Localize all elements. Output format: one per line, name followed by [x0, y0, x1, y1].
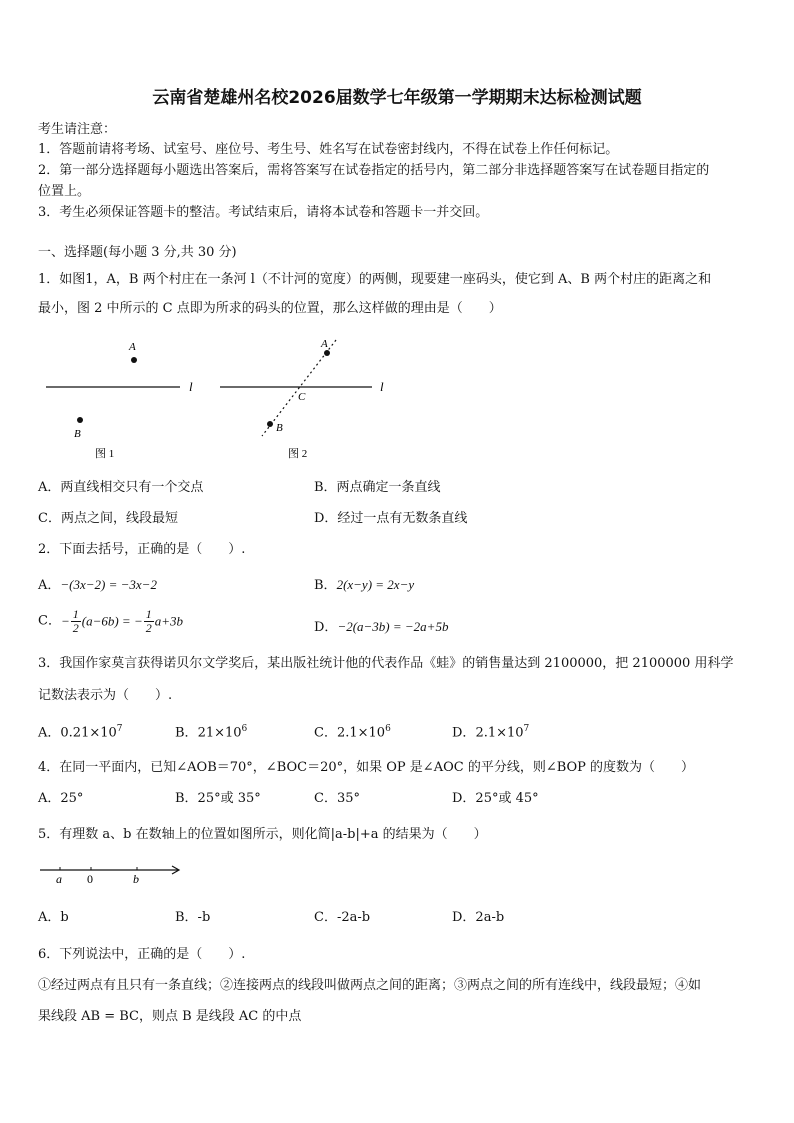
option-label: A．: [38, 578, 61, 593]
notice-item: 2．第一部分选择题每小题选出答案后，需将答案写在试卷指定的括号内，第二部分非选择题答案写在试卷题目指定的: [38, 163, 710, 178]
q4-option-d[interactable]: D．25°或 45°: [452, 791, 539, 806]
q2-option-a[interactable]: [38, 577, 157, 594]
option-exponent: 6: [241, 724, 248, 734]
option-expression: −2(a−3b) = −2a+5b: [337, 619, 449, 634]
option-value: 2.1×10: [336, 725, 386, 741]
q3-option-c[interactable]: [314, 724, 391, 741]
q3-stem: 记数法表示为（ ）.: [38, 688, 173, 703]
q1-figures: [0, 330, 794, 470]
q1-option-d[interactable]: D．经过一点有无数条直线: [314, 511, 468, 526]
option-exponent: 6: [385, 724, 391, 734]
point-a-label: A: [129, 341, 136, 353]
option-expression-part: a+3b: [154, 613, 183, 629]
fraction-denominator: 2: [145, 620, 152, 635]
notice-item: 1．答题前请将考场、试室号、座位号、考生号、姓名写在试卷密封线内，不得在试卷上作任何标记。: [38, 142, 619, 157]
q5-stem: 5．有理数 a、b 在数轴上的位置如图所示，则化简|a-b|+a 的结果为（ ）: [38, 827, 487, 842]
figure-2: [220, 338, 384, 460]
river-label: l: [189, 379, 193, 394]
q3-option-d[interactable]: [452, 724, 529, 741]
fraction: [144, 608, 154, 634]
fraction-denominator: 2: [72, 620, 79, 635]
q3-stem: 3．我国作家莫言获得诺贝尔文学奖后，某出版社统计他的代表作品《蛙》的销售量达到 2100000，把 2100000 用科学: [38, 656, 734, 671]
label-a: a: [56, 872, 62, 886]
option-value: 2.1×10: [475, 725, 524, 741]
point-b-label: B: [276, 422, 283, 434]
number-line: [30, 858, 190, 890]
point-b: [267, 421, 273, 427]
label-zero: 0: [87, 872, 93, 886]
option-expression-part: −: [60, 613, 70, 629]
q2-option-c[interactable]: [38, 608, 183, 634]
point-a: [324, 350, 330, 356]
option-label: C．: [38, 613, 61, 629]
q4-option-a[interactable]: A．25°: [38, 791, 84, 806]
option-value: 21×10: [197, 725, 242, 741]
q6-statements: ①经过两点有且只有一条直线；②连接两点的线段叫做两点之间的距离；③两点之间的所有连线中，线段最短；④如: [38, 978, 702, 993]
notice-item: 3．考生必须保证答题卡的整洁。考试结束后，请将本试卷和答题卡一并交回。: [38, 205, 489, 220]
notice-item: 位置上。: [38, 184, 91, 199]
q1-stem: 最小，图 2 中所示的 C 点即为所求的码头的位置，那么这样做的理由是（ ）: [38, 301, 502, 316]
figure-caption: 图 2: [288, 448, 308, 460]
fraction: [71, 608, 81, 634]
q3-option-b[interactable]: [175, 724, 247, 741]
q2-option-d[interactable]: [314, 619, 448, 636]
q6-statements: 果线段 AB = BC，则点 B 是线段 AC 的中点: [38, 1009, 302, 1024]
page-title: 云南省楚雄州名校2026届数学七年级第一学期期末达标检测试题: [152, 88, 642, 108]
q5-option-c[interactable]: C．-2a-b: [314, 910, 371, 925]
option-label: D．: [452, 725, 476, 741]
option-expression: 2(x−y) = 2x−y: [336, 577, 415, 592]
fraction-numerator: 1: [145, 607, 152, 621]
q1-option-a[interactable]: A．两直线相交只有一个交点: [38, 480, 204, 495]
point-a: [131, 357, 137, 363]
label-b: b: [133, 872, 139, 886]
fraction-numerator: 1: [72, 607, 79, 621]
notice-heading: 考生请注意：: [38, 122, 117, 137]
q2-option-b[interactable]: [314, 577, 414, 594]
option-expression: −(3x−2) = −3x−2: [60, 577, 157, 592]
option-value: 0.21×10: [60, 725, 117, 741]
option-label: A．: [38, 725, 61, 741]
q5-option-b[interactable]: B．-b: [175, 910, 211, 925]
q1-option-c[interactable]: C．两点之间，线段最短: [38, 511, 178, 526]
point-b: [77, 417, 83, 423]
q6-stem: 6．下列说法中，正确的是（ ）.: [38, 947, 246, 962]
option-expression-part: (a−6b) = −: [81, 613, 143, 629]
figure-1: [46, 341, 193, 460]
point-c-label: C: [298, 391, 306, 403]
option-label: C．: [314, 725, 337, 741]
figure-caption: 图 1: [95, 448, 115, 460]
q1-stem: 1．如图1，A，B 两个村庄在一条河 l（不计河的宽度）的两侧，现要建一座码头，使它到 A、B 两个村庄的距离之和: [38, 272, 712, 287]
q5-option-a[interactable]: A．b: [38, 910, 69, 925]
q3-option-a[interactable]: [38, 724, 123, 741]
option-exponent: 7: [116, 724, 123, 734]
option-label: B．: [175, 725, 198, 741]
q1-option-b[interactable]: B．两点确定一条直线: [314, 480, 441, 495]
section-heading: 一、选择题(每小题 3 分,共 30 分): [38, 245, 237, 260]
q4-stem: 4．在同一平面内，已知∠AOB＝70°，∠BOC＝20°，如果 OP 是∠AOC 的平分线，则∠BOP 的度数为（ ）: [38, 760, 695, 775]
q2-stem: 2．下面去括号，正确的是（ ）.: [38, 542, 246, 557]
option-label: B．: [314, 578, 337, 593]
option-label: D．: [314, 620, 338, 635]
point-a-label: A: [321, 338, 328, 350]
point-b-label: B: [74, 428, 81, 440]
q4-option-b[interactable]: B．25°或 35°: [175, 791, 261, 806]
q5-option-d[interactable]: D．2a-b: [452, 910, 505, 925]
q4-option-c[interactable]: C．35°: [314, 791, 360, 806]
river-label: l: [380, 379, 384, 394]
option-exponent: 7: [523, 724, 530, 734]
